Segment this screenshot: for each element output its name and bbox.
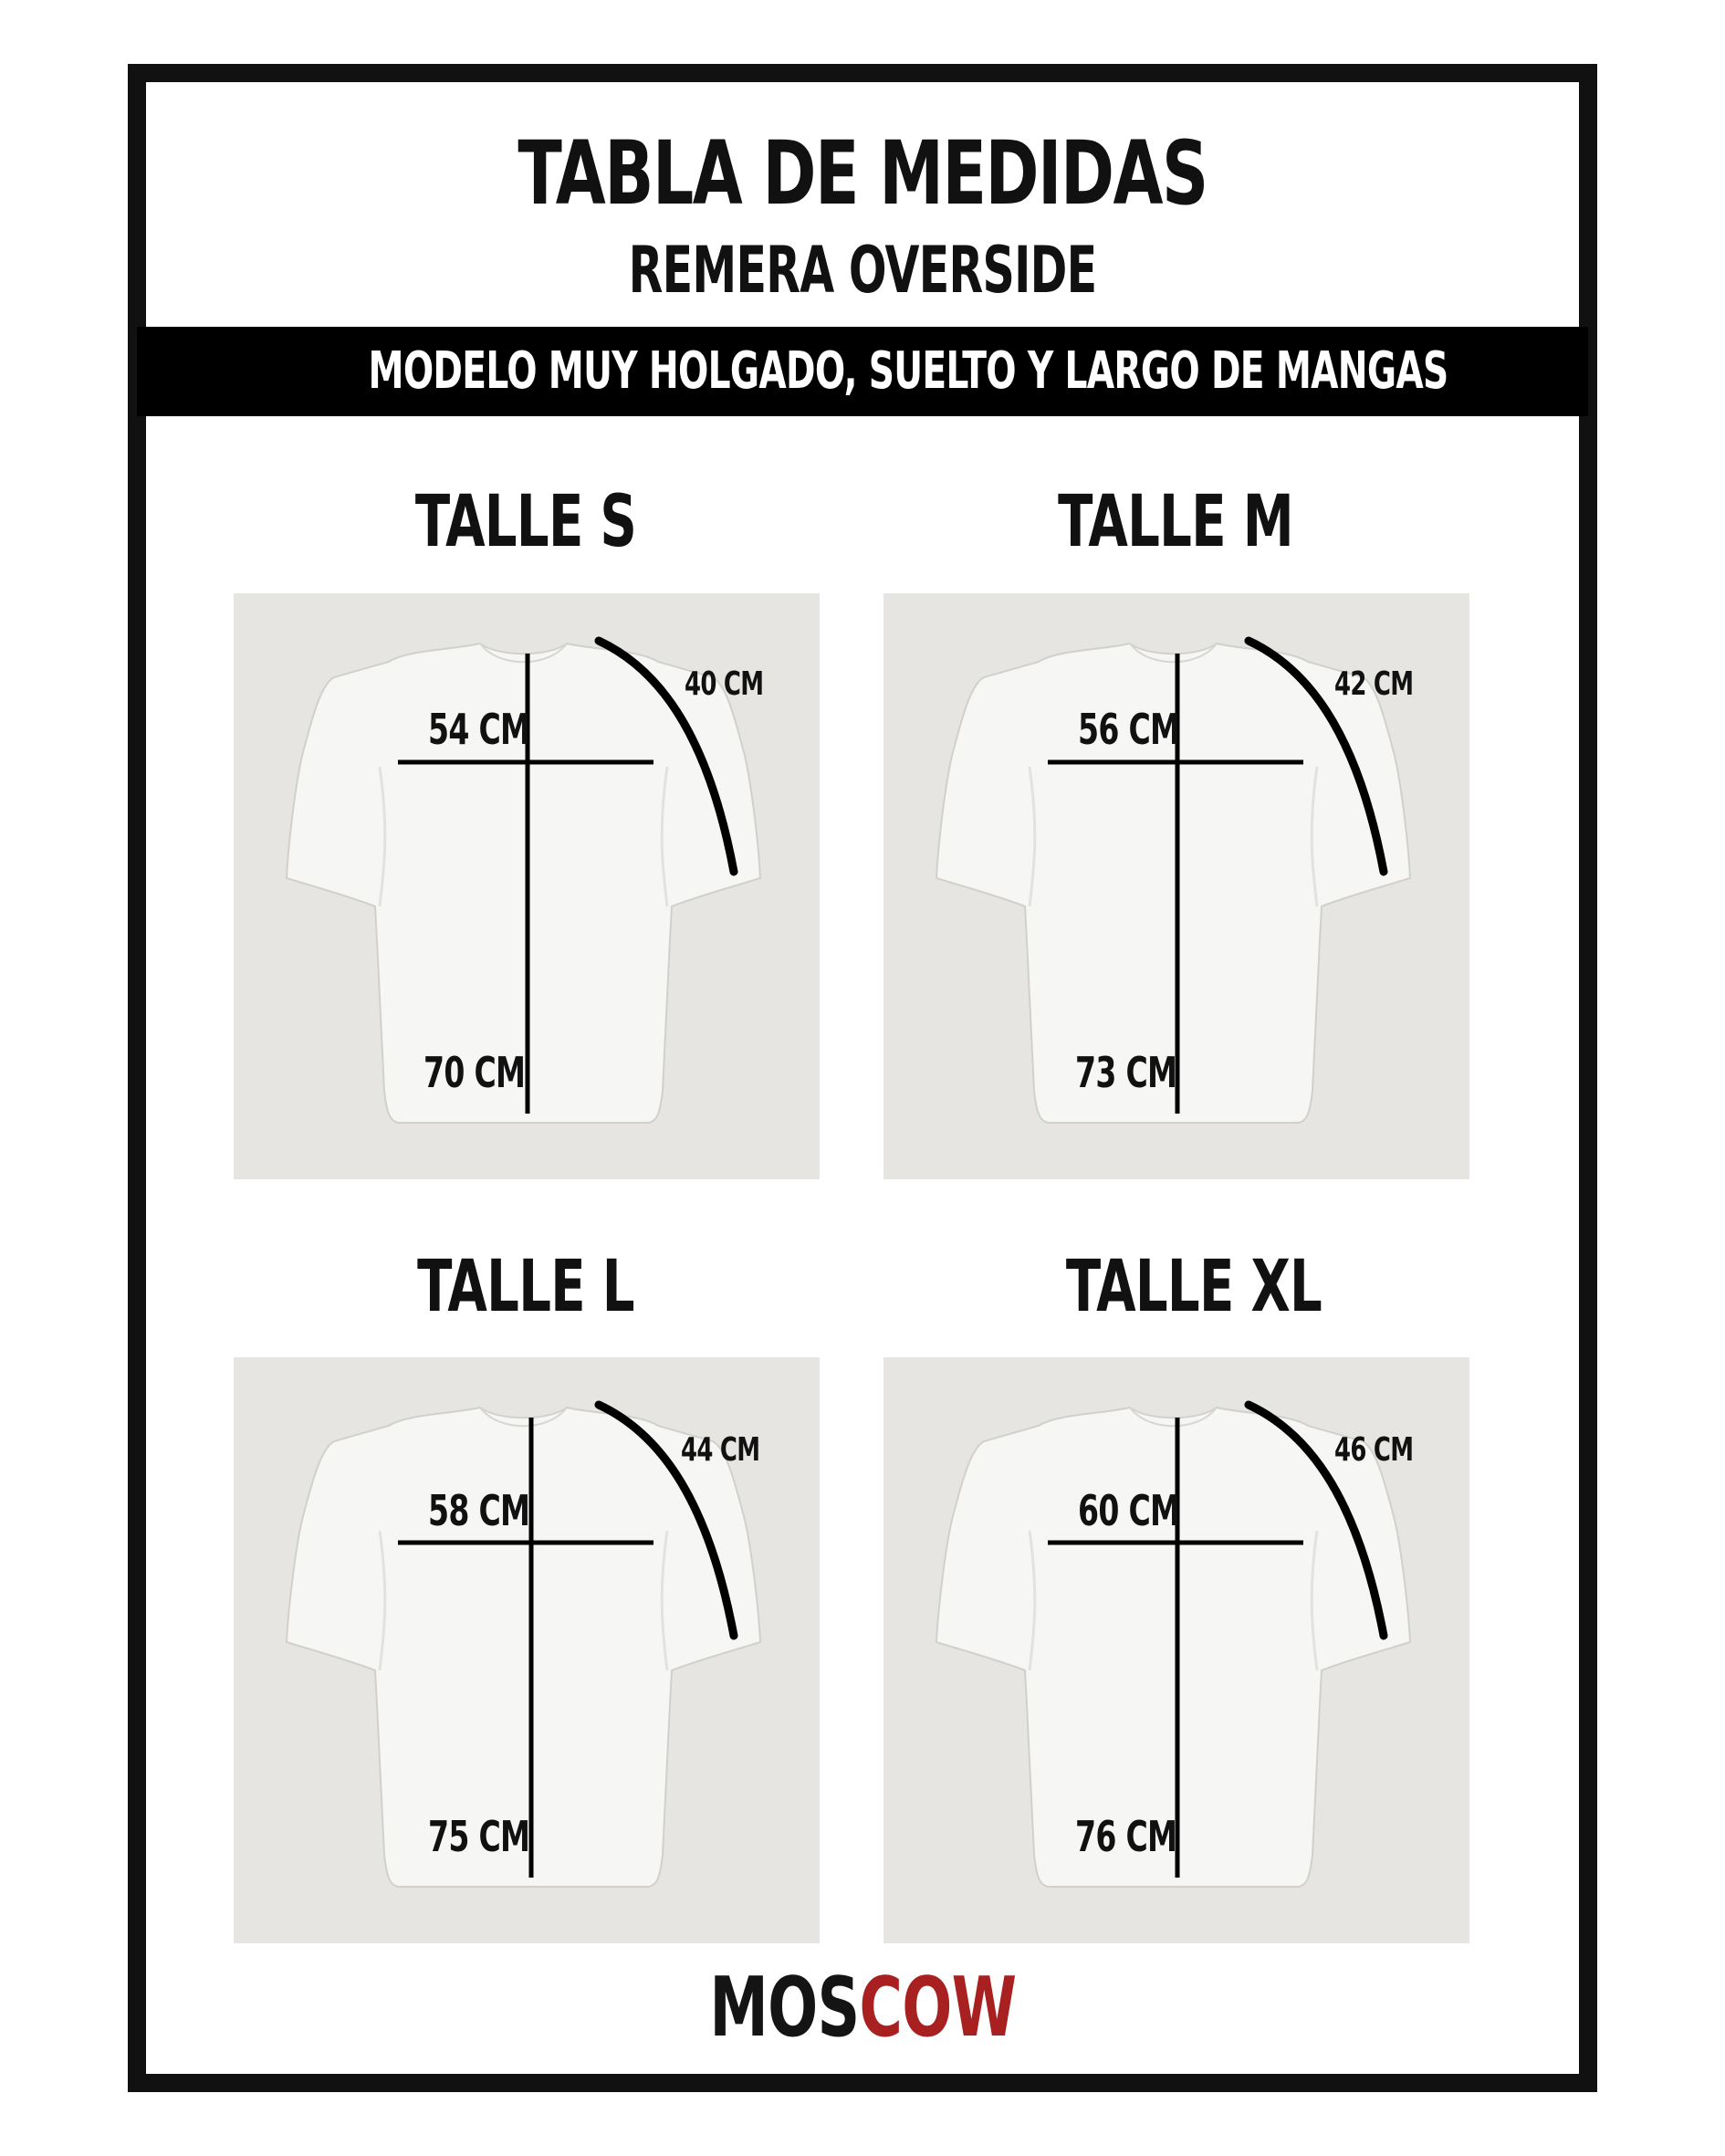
sleeve-measure-xl: 46 CM	[1334, 1431, 1414, 1469]
size-label-s: TALLE S	[414, 481, 637, 563]
chest-measure-xl: 60 CM	[1078, 1486, 1180, 1535]
length-measure-l: 75 CM	[428, 1812, 530, 1861]
size-panel-s	[234, 593, 820, 1179]
brand-part-2: COW	[859, 1960, 1017, 2056]
sleeve-measure-m: 42 CM	[1334, 665, 1414, 703]
chest-measure-s: 54 CM	[428, 705, 530, 754]
size-panel-xl	[883, 1357, 1469, 1943]
size-label-m: TALLE M	[1058, 481, 1293, 563]
length-measure-s: 70 CM	[423, 1048, 526, 1097]
description-text: MODELO MUY HOLGADO, SUELTO Y LARGO DE MANGAS	[368, 341, 1448, 401]
page-title: TABLA DE MEDIDAS	[518, 122, 1208, 225]
chest-measure-l: 58 CM	[428, 1486, 530, 1535]
page-subtitle: REMERA OVERSIDE	[628, 233, 1097, 308]
size-panel-m	[883, 593, 1469, 1179]
sleeve-measure-s: 40 CM	[685, 665, 764, 703]
length-measure-xl: 76 CM	[1075, 1812, 1177, 1861]
brand-logo	[0, 1962, 1725, 2054]
size-panel-l	[234, 1357, 820, 1943]
size-label-xl: TALLE XL	[1065, 1246, 1322, 1328]
description-band	[137, 327, 1588, 416]
chest-measure-m: 56 CM	[1078, 705, 1180, 754]
sleeve-measure-l: 44 CM	[681, 1431, 760, 1469]
brand-part-1: MOS	[708, 1960, 860, 2056]
length-measure-m: 73 CM	[1075, 1048, 1177, 1097]
size-label-l: TALLE L	[417, 1246, 634, 1328]
